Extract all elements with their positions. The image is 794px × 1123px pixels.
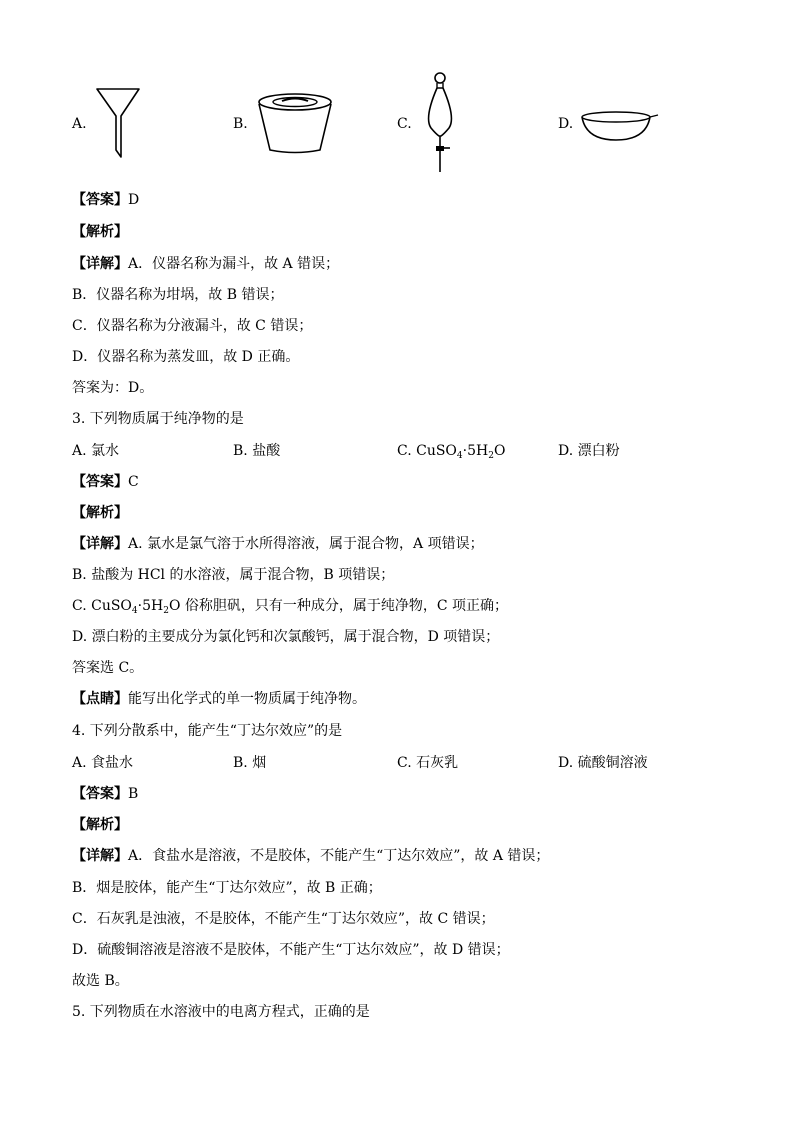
q4-analysis-heading: 【解析】 xyxy=(72,817,128,833)
q3-answer: 【答案】C xyxy=(72,474,139,490)
q3-detail-c: C. $CuSO_4\cdot 5H_2O$ 俗称胆矾，只有一种成分，属于纯净物，C 项正确； xyxy=(72,598,509,616)
q3-option-b: B. 盐酸 xyxy=(233,443,281,459)
evaporating-dish-icon xyxy=(578,108,662,144)
q3-option-c: C. $CuSO_4\cdot 5H_2O$ xyxy=(397,443,506,461)
q3-conclusion: 答案选 C。 xyxy=(72,660,144,676)
funnel-icon xyxy=(94,86,142,160)
q4-detail-b: B．烟是胶体，能产生“丁达尔效应”，故 B 正确； xyxy=(72,880,382,896)
q4-option-a: A. 食盐水 xyxy=(72,755,134,771)
q4-option-d: D. 硫酸铜溶液 xyxy=(558,755,648,771)
option-b-label: B. xyxy=(233,116,248,132)
q4-detail-a: 【详解】A．食盐水是溶液，不是胶体，不能产生“丁达尔效应”，故 A 错误； xyxy=(72,848,550,864)
option-a-label: A. xyxy=(72,116,87,132)
q4-option-b: B. 烟 xyxy=(233,755,267,771)
q3-analysis-heading: 【解析】 xyxy=(72,505,128,521)
q2-analysis-heading: 【解析】 xyxy=(72,224,128,240)
q3-detail-d: D. 漂白粉的主要成分为氯化钙和次氯酸钙，属于混合物，D 项错误； xyxy=(72,629,500,645)
q3-option-d: D. 漂白粉 xyxy=(558,443,620,459)
q3-detail-a: 【详解】A. 氯水是氯气溶于水所得溶液，属于混合物，A 项错误； xyxy=(72,536,484,552)
q4-option-c: C. 石灰乳 xyxy=(397,755,459,771)
q2-detail-c: C．仪器名称为分液漏斗，故 C 错误； xyxy=(72,318,313,334)
q4-stem: 4. 下列分散系中，能产生“丁达尔效应”的是 xyxy=(72,723,343,739)
q2-answer: 【答案】D xyxy=(72,192,140,208)
q3-option-a: A. 氯水 xyxy=(72,443,120,459)
q4-detail-d: D．硫酸铜溶液是溶液不是胶体，不能产生“丁达尔效应”，故 D 错误； xyxy=(72,942,510,958)
q4-conclusion: 故选 B。 xyxy=(72,973,129,989)
q4-detail-c: C．石灰乳是浊液，不是胶体，不能产生“丁达尔效应”，故 C 错误； xyxy=(72,911,495,927)
crucible-icon xyxy=(254,92,336,154)
q2-conclusion: 答案为：D。 xyxy=(72,380,154,396)
q3-stem: 3. 下列物质属于纯净物的是 xyxy=(72,411,244,427)
q3-tip: 【点睛】能写出化学式的单一物质属于纯净物。 xyxy=(72,691,366,707)
option-c-label: C. xyxy=(397,116,412,132)
q2-detail-d: D．仪器名称为蒸发皿，故 D 正确。 xyxy=(72,349,300,365)
q5-stem: 5. 下列物质在水溶液中的电离方程式，正确的是 xyxy=(72,1004,370,1020)
q3-detail-b: B. 盐酸为 HCl 的水溶液，属于混合物，B 项错误； xyxy=(72,567,395,583)
option-d-label: D. xyxy=(558,116,574,132)
q2-detail-a: 【详解】A．仪器名称为漏斗，故 A 错误； xyxy=(72,256,340,272)
q2-detail-b: B．仪器名称为坩埚，故 B 错误； xyxy=(72,287,284,303)
q4-answer: 【答案】B xyxy=(72,786,139,802)
separatory-funnel-icon xyxy=(420,70,462,176)
